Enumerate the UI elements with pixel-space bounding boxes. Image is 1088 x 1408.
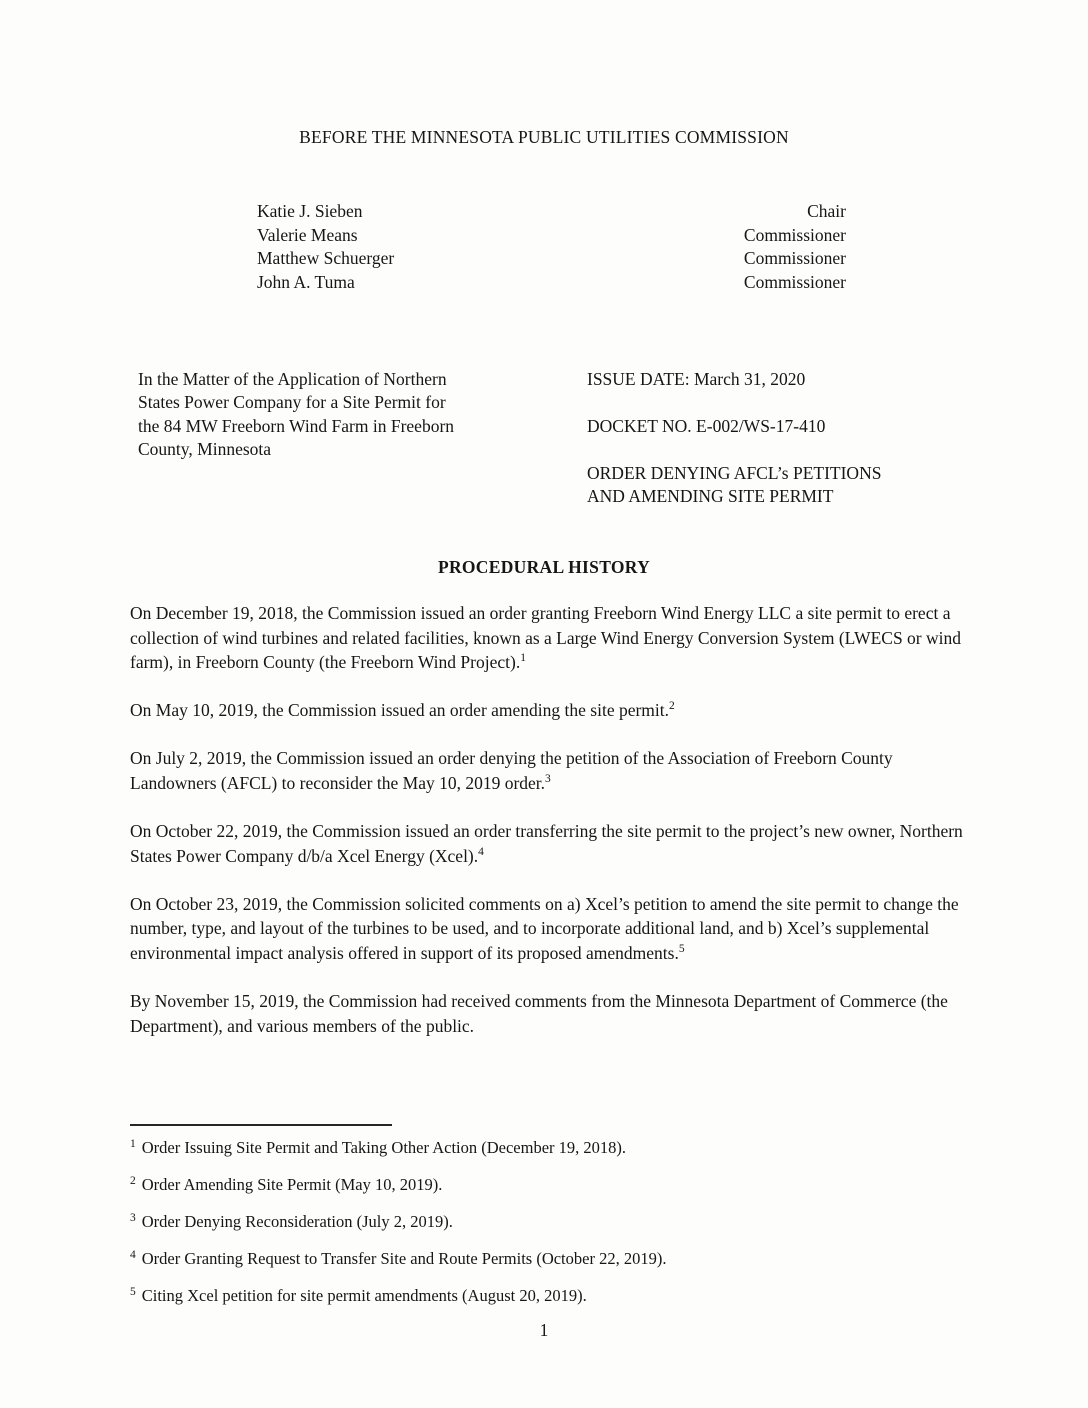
paragraph-text: On May 10, 2019, the Commission issued an order amending the site permit. <box>130 700 670 721</box>
commissioner-role: Commissioner <box>743 272 846 293</box>
footnote-ref: 4 <box>478 845 484 858</box>
page-number: 1 <box>539 1320 549 1340</box>
order-title-line: ORDER DENYING AFCL’s PETITIONS <box>587 462 882 483</box>
footnote-item <box>130 1284 980 1308</box>
body-paragraph <box>130 819 970 868</box>
case-caption-line: the 84 MW Freeborn Wind Farm in Freeborn <box>138 415 455 436</box>
footnote-text: Order Granting Request to Transfer Site and Route Permits (October 22, 2019). <box>141 1249 667 1268</box>
commissioner-row <box>257 224 846 248</box>
paragraph-text: By November 15, 2019, the Commission had received comments from the Minnesota Department of Commerce (the Department), and various members of the public. <box>130 991 948 1036</box>
caption-details <box>587 368 982 508</box>
body-paragraph <box>130 892 970 966</box>
footnote-separator <box>130 1124 392 1126</box>
footnote-item <box>130 1173 980 1197</box>
commissioner-name: Matthew Schuerger <box>257 248 395 269</box>
body-paragraph <box>130 601 970 675</box>
commissioner-name: Katie J. Sieben <box>257 201 363 221</box>
document-body <box>130 601 970 1062</box>
order-title-line: AND AMENDING SITE PERMIT <box>587 486 834 506</box>
footnote-number: 3 <box>130 1211 136 1224</box>
section-heading: PROCEDURAL HISTORY <box>437 557 651 577</box>
order-title <box>587 462 982 509</box>
footnote-item <box>130 1247 980 1271</box>
paragraph-text: On July 2, 2019, the Commission issued an order denying the petition of the Association of Freeborn County Landowners (AFCL) to reconsider the May 10, 2019 order. <box>130 748 893 793</box>
case-caption-line: County, Minnesota <box>138 439 272 460</box>
footnote-text: Order Issuing Site Permit and Taking Other Action (December 19, 2018). <box>141 1138 627 1157</box>
footnote-item <box>130 1210 980 1234</box>
commissioner-name: Valerie Means <box>257 224 358 245</box>
commissioner-name: John A. Tuma <box>257 272 355 293</box>
commissioner-role: Commissioner <box>743 224 846 245</box>
case-caption-line: States Power Company for a Site Permit for <box>138 392 446 413</box>
paragraph-text: On October 23, 2019, the Commission solicited comments on a) Xcel’s petition to amend the site permit to change the number, type, and layout of the turbines to be used, and to incorporate additional land, and b) Xcel’s supplemental environmental impact analysis offered in support of its proposed amendments. <box>130 893 959 963</box>
commissioner-role: Commissioner <box>743 248 846 269</box>
paragraph-text: On December 19, 2018, the Commission issued an order granting Freeborn Wind Energy LLC a site permit to erect a collection of wind turbines and related facilities, known as a Large Wind Energy Conversion System (LWECS or wind farm), in Freeborn County (the Freeborn Wind Project). <box>130 603 962 673</box>
body-paragraph <box>130 698 970 723</box>
body-paragraph <box>130 746 970 795</box>
commissioners-list <box>257 200 846 295</box>
footnote-number: 5 <box>130 1285 136 1298</box>
commissioner-role: Chair <box>807 201 846 221</box>
document-title: BEFORE THE MINNESOTA PUBLIC UTILITIES COMMISSION <box>299 127 789 147</box>
commissioner-row <box>257 271 846 295</box>
footnote-text: Order Amending Site Permit (May 10, 2019). <box>141 1175 443 1194</box>
case-caption <box>138 368 558 462</box>
issue-date: ISSUE DATE: March 31, 2020 <box>587 369 806 389</box>
body-paragraph <box>130 989 970 1038</box>
paragraph-text: On October 22, 2019, the Commission issued an order transferring the site permit to the project’s new owner, Northern States Power Company d/b/a Xcel Energy (Xcel). <box>130 821 963 866</box>
commissioner-row <box>257 200 846 224</box>
commissioner-row <box>257 247 846 271</box>
footnote-ref: 5 <box>678 943 685 956</box>
footnotes <box>130 1136 980 1321</box>
footnote-ref: 2 <box>669 700 675 713</box>
docket-number: DOCKET NO. E-002/WS-17-410 <box>587 415 826 436</box>
footnote-number: 1 <box>130 1137 136 1150</box>
footnote-number: 2 <box>130 1174 136 1187</box>
footnote-ref: 1 <box>520 652 526 665</box>
footnote-ref: 3 <box>545 773 551 786</box>
footnote-text: Citing Xcel petition for site permit amendments (August 20, 2019). <box>141 1286 587 1305</box>
footnote-item <box>130 1136 980 1160</box>
footnote-text: Order Denying Reconsideration (July 2, 2019). <box>141 1212 453 1231</box>
case-caption-line: In the Matter of the Application of Northern <box>138 369 447 389</box>
footnote-number: 4 <box>130 1248 136 1261</box>
